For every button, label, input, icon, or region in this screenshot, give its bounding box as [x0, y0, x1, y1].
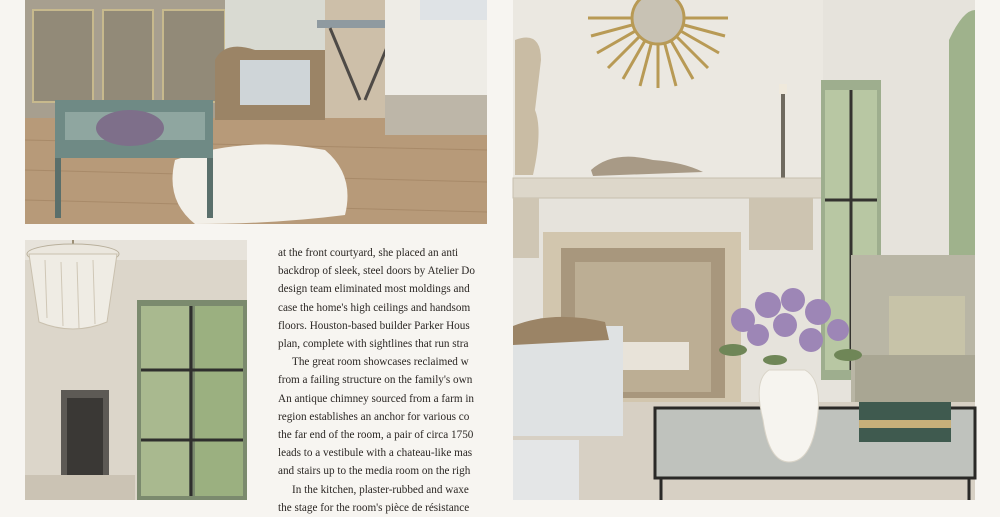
article-line: from a failing structure on the family's own: [278, 374, 473, 387]
photo-room: [25, 240, 247, 500]
article-line: leads to a vestibule with a chateau-like mas: [278, 447, 473, 460]
article-line: floors. Houston-based builder Parker Hous: [278, 319, 470, 332]
article-line: region establishes an anchor for various co: [278, 410, 470, 423]
article-line: The great room showcases reclaimed w: [292, 356, 469, 369]
article-line: at the front courtyard, she placed an anti: [278, 247, 459, 259]
article-line: backdrop of sleek, steel doors by Atelier Do: [278, 265, 475, 278]
article-line: the stage for the room's pièce de résistance: [278, 501, 470, 514]
article-line: and stairs up to the media room on the righ: [278, 465, 471, 478]
article-line: case the home's high ceilings and handsom: [278, 301, 471, 314]
article-line: design team eliminated most moldings and: [278, 283, 470, 296]
article-line: An antique chimney sourced from a farm in: [278, 392, 475, 405]
photo-great-room: [513, 0, 975, 500]
article-text: [278, 244, 487, 514]
article-line: In the kitchen, plaster-rubbed and waxe: [292, 483, 469, 496]
photo-bedroom: [25, 0, 487, 224]
article-line: the far end of the room, a pair of circa 1750: [278, 429, 474, 442]
article-line: plan, complete with sightlines that run stra: [278, 338, 469, 351]
